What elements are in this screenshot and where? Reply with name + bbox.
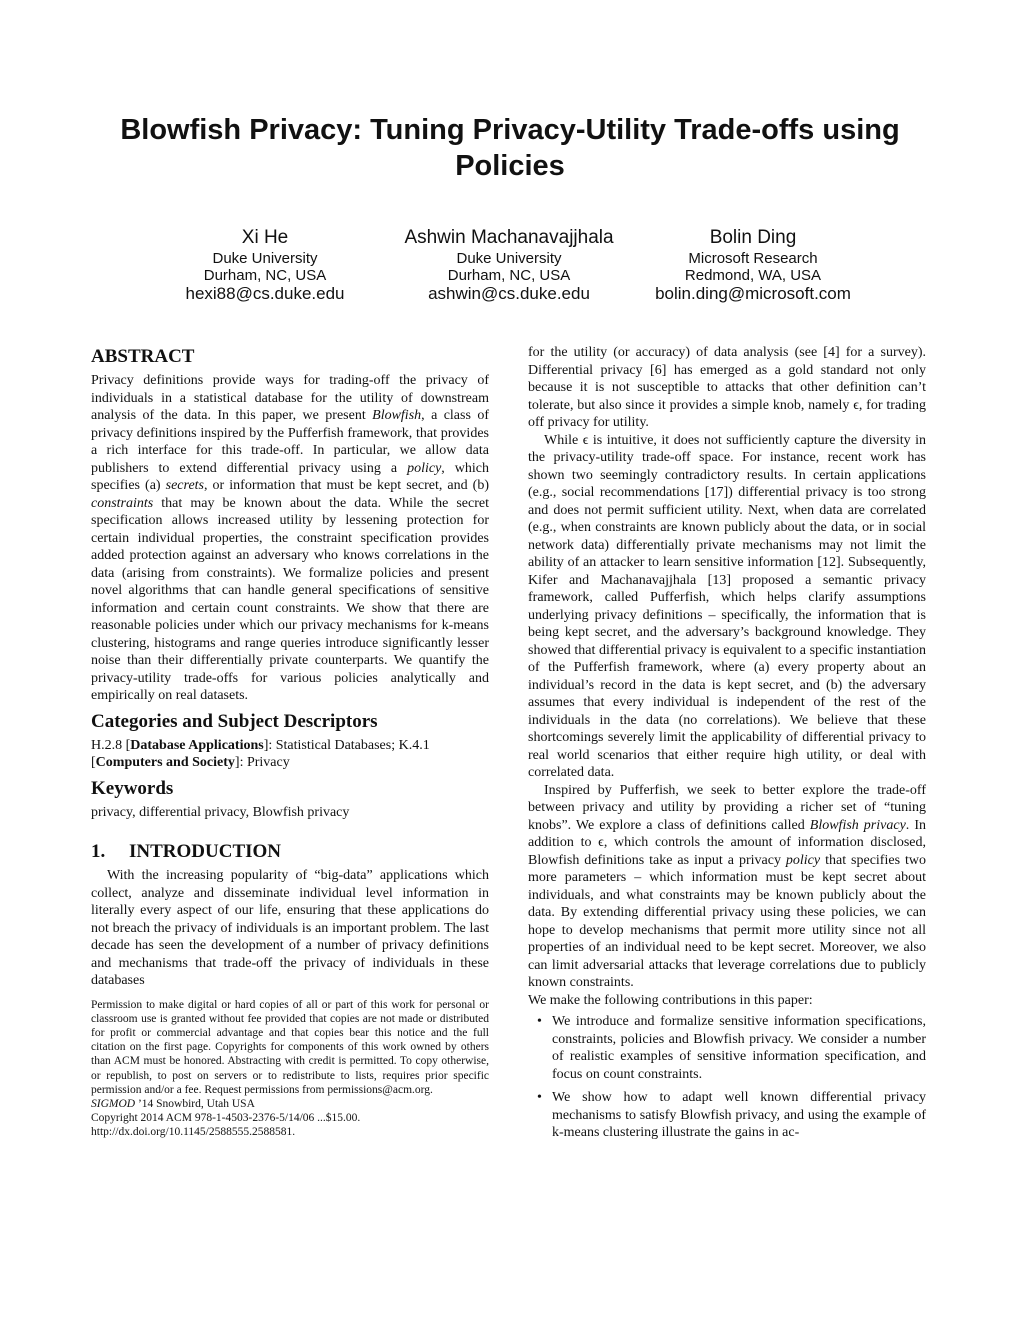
keywords-heading: Keywords <box>91 777 174 799</box>
permission-notice <box>91 998 489 1140</box>
left-column <box>91 344 489 1140</box>
intro-paragraph-1-continued: for the utility (or accuracy) of data analysis (see [4] for a survey). Differential privacy [6] has emerged as a gold standard not only because it is not susceptible to attacks that other definition can’t tolerate, but also since it provides a simple knob, namely ϵ, for trading off privacy for utility. <box>528 345 926 430</box>
author-location: Redmond, WA, USA <box>684 267 822 284</box>
author-email: ashwin@cs.duke.edu <box>428 284 590 303</box>
intro-paragraph-3: Inspired by Pufferfish, we seek to better explore the trade-off between privacy and utility by providing a richer set of “tuning knobs”. We explore a class of definitions called Blowfish privacy. In addition to ϵ, which controls the amount of information disclosed, Blowfish definitions take as input a privacy policy that specifies two more parameters – which information must be kept secret about individuals, and what constraints may be known publicly about the data. By extending differential privacy using these policies, we can hope to develop mechanisms that permit more utility since not all properties of an individual need to be kept secret. Moreover, we also can limit adversarial attacks that leverage correlations due to publicly known constraints. <box>528 782 926 990</box>
introduction-heading <box>91 841 489 863</box>
section-number: 1. <box>91 841 106 862</box>
copyright-line: Copyright 2014 ACM 978-1-4503-2376-5/14/06 ...$15.00. <box>91 1112 361 1125</box>
abstract-heading: ABSTRACT <box>91 346 195 367</box>
author-name: Ashwin Machanavajjhala <box>404 227 614 248</box>
author-name: Xi He <box>241 227 289 248</box>
section-title: INTRODUCTION <box>129 841 282 862</box>
categories-heading: Categories and Subject Descriptors <box>91 710 378 732</box>
title-line-1: Blowfish Privacy: Tuning Privacy-Utility Trade-offs using <box>120 114 900 146</box>
bullet-icon: • <box>537 1014 542 1029</box>
right-column <box>528 344 926 1148</box>
categories-text: H.2.8 [Database Applications]: Statistical Databases; K.4.1 [Computers and Society]: Privacy <box>91 737 430 770</box>
venue-line: SIGMOD ’14 Snowbird, Utah USA <box>91 1097 255 1110</box>
intro-paragraph-4: We make the following contributions in this paper: <box>528 992 813 1008</box>
list-item: • We show how to adapt well known differential privacy mechanisms to satisfy Blowfish privacy, and using the example of k-means clustering illustrate the gains in ac- <box>537 1090 926 1140</box>
doi-link[interactable]: http://dx.doi.org/10.1145/2588555.2588581. <box>91 1126 296 1139</box>
title-line-2: Policies <box>455 150 565 182</box>
list-item: • We introduce and formalize sensitive information specifications, constraints, policies and Blowfish privacy. We consider a number of realistic examples of sensitive information specification, and focus on count constraints. <box>537 1014 926 1082</box>
author-affiliation: Duke University <box>212 250 318 267</box>
author-location: Durham, NC, USA <box>203 267 327 284</box>
intro-paragraph-2: While ϵ is intuitive, it does not sufficiently capture the diversity in the privacy-utility trade-off space. For instance, recent work has shown two seemingly contradictory results. In certain applications (e.g., social recommendations [17]) differential privacy is too strong and does not permit sufficient utility. Next, when data are correlated (e.g., when constraints are known publicly about the data, or in social network data) differentially private mechanisms may not limit the ability of an attacker to learn sensitive information [12]. Subsequently, Kifer and Machanavajjhala [13] proposed a semantic privacy framework, called Pufferfish, which helps clarify assumptions underlying privacy definitions – specifically, the information that is being kept secret, and the adversary’s background knowledge. They showed that differential privacy is equivalent to a specific instantiation of the Pufferfish framework, where (a) every property about an individual’s record in the data is kept secret, and (b) the adversary assumes that every individual is independent of the rest of the individuals in the data (no correlations). We believe that these shortcomings severely limit the applicability of differential privacy to real world scenarios that either require high utility, or deal with correlated data. <box>528 432 926 780</box>
author-affiliation: Duke University <box>456 250 562 267</box>
author-block-3 <box>608 226 898 304</box>
author-location: Durham, NC, USA <box>447 267 571 284</box>
abstract-text: Privacy definitions provide ways for trading-off the privacy of individuals in a statistical database for the utility of downstream analysis of the data. In this paper, we present Blowfish, a class of privacy definitions inspired by the Pufferfish framework, that provides a rich interface for this trade-off. In particular, we allow data publishers to extend differential privacy using a policy, which specifies (a) secrets, or information that must be kept secret, and (b) constraints that may be known about the data. While the secret specification allows increased utility by lessening protection for certain individual properties, the constraint specification provides added protection against an adversary who knows correlations in the data (arising from constraints). We formalize policies and present novel algorithms that can handle general specifications of sensitive information and certain count constraints. We show that there are reasonable policies under which our privacy mechanisms for k-means clustering, histograms and range queries introduce significantly lesser noise than their differentially private counterparts. We quantify the privacy-utility trade-offs for various policies analytically and empirically on real datasets. <box>91 373 490 703</box>
bullet-icon: • <box>537 1090 542 1105</box>
keywords-text: privacy, differential privacy, Blowfish privacy <box>91 804 350 820</box>
author-email: hexi88@cs.duke.edu <box>185 284 345 303</box>
author-name: Bolin Ding <box>709 227 797 248</box>
contributions-list <box>528 1013 926 1142</box>
paper-title <box>80 112 940 184</box>
intro-paragraph-1: With the increasing popularity of “big-data” applications which collect, analyze and disseminate individual level information in literally every aspect of our life, ensuring that these applications do not breach the privacy of individuals is an important problem. The last decade has seen the development of a number of privacy definitions and mechanisms that trade-off the privacy of individuals in these databases <box>91 868 489 988</box>
permission-text: Permission to make digital or hard copies of all or part of this work for personal or classroom use is granted without fee provided that copies are not made or distributed for profit or commercial advantage and that copies bear this notice and the full citation on the first page. Copyrights for components of this work owned by others than ACM must be honored. Abstracting with credit is permitted. To copy otherwise, or republish, to post on servers or to redistribute to lists, requires prior specific permission and/or a fee. Request permissions from permissions@acm.org. <box>91 998 489 1096</box>
author-email: bolin.ding@microsoft.com <box>655 284 851 303</box>
author-affiliation: Microsoft Research <box>688 250 818 267</box>
